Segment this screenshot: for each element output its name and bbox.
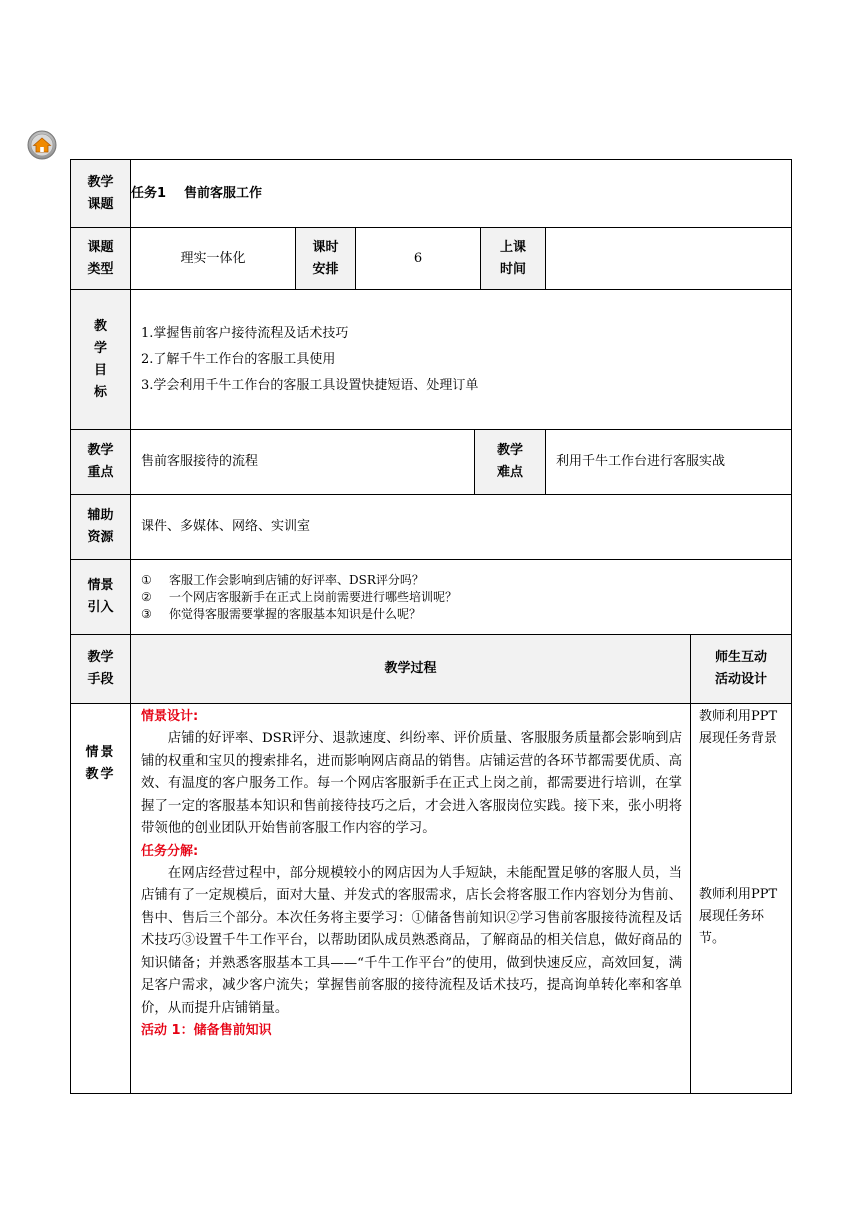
objective-item: 1.掌握售前客户接待流程及话术技巧 bbox=[141, 325, 349, 341]
row-objectives bbox=[71, 290, 792, 430]
interaction-note: 教师利用PPT展现任务环节。 bbox=[699, 887, 778, 946]
scene-teaching-label: 情景 教学 bbox=[71, 704, 131, 1094]
objectives-label: 教 学 目 标 bbox=[71, 290, 131, 430]
lesson-plan-table bbox=[70, 159, 792, 1094]
scenario-list bbox=[131, 560, 792, 635]
difficult-point-value: 利用千牛工作台进行客服实战 bbox=[546, 430, 792, 495]
home-icon[interactable] bbox=[27, 130, 57, 160]
resources-value: 课件、多媒体、网络、实训室 bbox=[131, 495, 792, 560]
task-name: 售前客服工作 bbox=[184, 185, 263, 201]
course-type-value: 理实一体化 bbox=[131, 228, 296, 290]
row-process-header bbox=[71, 635, 792, 704]
course-type-label: 课题 类型 bbox=[71, 228, 131, 290]
activity-title: 活动 1：储备售前知识 bbox=[141, 1023, 272, 1038]
task-number: 任务1 bbox=[131, 185, 167, 201]
key-point-label: 教学 重点 bbox=[71, 430, 131, 495]
class-time-label: 上课 时间 bbox=[481, 228, 546, 290]
course-topic-value bbox=[131, 160, 792, 228]
row-course-meta bbox=[71, 228, 792, 290]
key-point-value: 售前客服接待的流程 bbox=[131, 430, 475, 495]
scene-design-text: 店铺的好评率、DSR评分、退款速度、纠纷率、评价质量、客服服务质量都会影响到店铺的权重和宝贝的搜索排名，进而影响网店商品的销售。店铺运营的各环节都需要优质、高效、有温度的客户服务工作。每一个网店客服新手在正式上岗之前，都需要进行培训，在掌握了一定的客服基本知识和售前接待技巧之后，才会进入客服岗位实践。接下来，张小明将带领他的创业团队开始售前客服工作内容的学习。 bbox=[141, 731, 682, 836]
objective-item: 2.了解千牛工作台的客服工具使用 bbox=[141, 351, 336, 367]
row-process-body bbox=[71, 704, 792, 1094]
interaction-notes bbox=[691, 704, 792, 1094]
row-focus bbox=[71, 430, 792, 495]
scenario-item: ② 一个网店客服新手在正式上岗前需要进行哪些培训呢？ bbox=[141, 589, 458, 604]
objectives-list bbox=[131, 290, 792, 430]
task-breakdown-title: 任务分解: bbox=[141, 843, 199, 859]
scenario-item: ① 客服工作会影响到店铺的好评率、DSR评分吗？ bbox=[141, 572, 424, 587]
row-resources bbox=[71, 495, 792, 560]
resources-label: 辅助 资源 bbox=[71, 495, 131, 560]
process-label: 教学过程 bbox=[131, 635, 691, 704]
process-content bbox=[131, 704, 691, 1094]
scenario-label: 情景 引入 bbox=[71, 560, 131, 635]
difficult-point-label: 教学 难点 bbox=[475, 430, 546, 495]
means-label: 教学 手段 bbox=[71, 635, 131, 704]
interaction-label: 师生互动 活动设计 bbox=[691, 635, 792, 704]
scenario-item: ③ 你觉得客服需要掌握的客服基本知识是什么呢？ bbox=[141, 606, 422, 621]
interaction-note: 教师利用PPT展现任务背景 bbox=[699, 709, 778, 746]
hours-value: 6 bbox=[356, 228, 481, 290]
objective-item: 3.学会利用千牛工作台的客服工具设置快捷短语、处理订单 bbox=[141, 377, 479, 393]
class-time-value bbox=[546, 228, 792, 290]
row-course-topic bbox=[71, 160, 792, 228]
task-breakdown-text: 在网店经营过程中，部分规模较小的网店因为人手短缺，未能配置足够的客服人员，当店铺有了一定规模后，面对大量、并发式的客服需求，店长会将客服工作内容划分为售前、售中、售后三个部分。本次任务将主要学习：①储备售前知识②学习售前客服接待流程及话术技巧③设置千牛工作平台，以帮助团队成员熟悉商品，了解商品的相关信息，做好商品的知识储备；并熟悉客服基本工具——“千牛工作平台”的使用，做到快速反应，高效回复，满足客户需求，减少客户流失；掌握售前客服的接待流程及话术技巧，提高询单转化率和客单价，从而提升店铺销量。 bbox=[141, 865, 682, 1016]
row-scenario bbox=[71, 560, 792, 635]
course-topic-label: 教学 课题 bbox=[71, 160, 131, 228]
scene-design-title: 情景设计: bbox=[141, 709, 199, 724]
hours-label: 课时 安排 bbox=[296, 228, 356, 290]
